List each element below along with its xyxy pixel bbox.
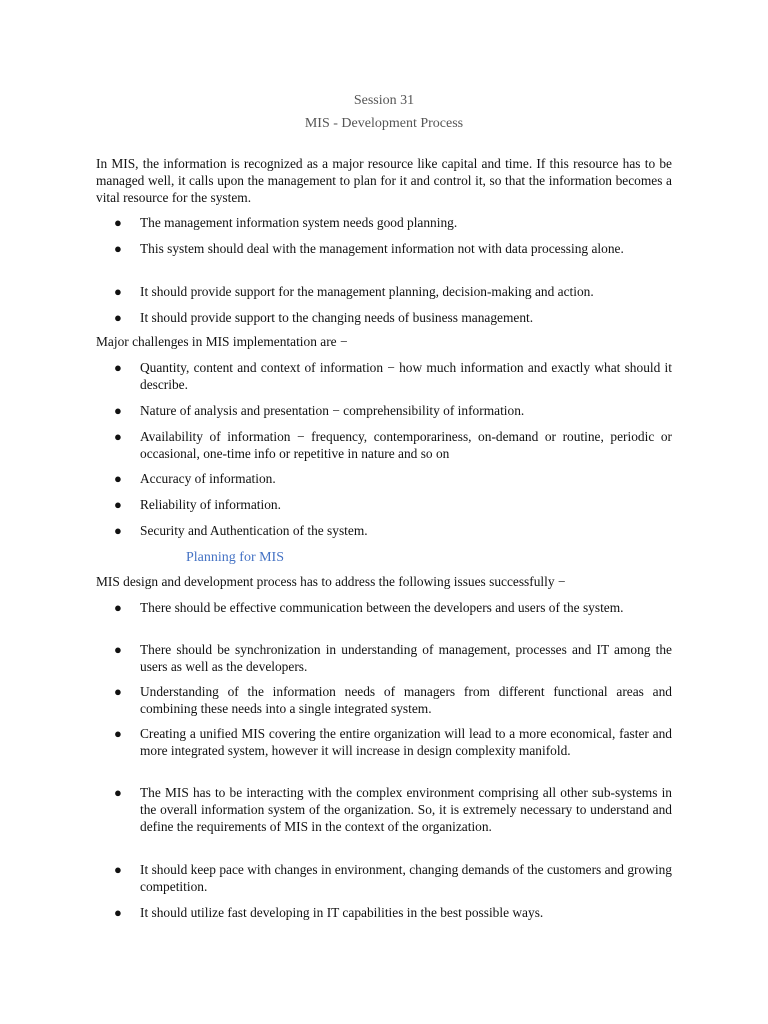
list-item: ● It should provide support to the changing needs of business management. [114,310,534,325]
list-item: ● Reliability of information. [114,497,281,512]
bullet-icon: ● [114,642,122,657]
bullet-icon: ● [114,726,122,741]
bullet-icon: ● [114,241,122,256]
list-item: ● Accuracy of information. [114,471,276,486]
section-heading: Planning for MIS [186,550,284,565]
bullet-icon: ● [114,215,122,230]
session-label: Session 31 [353,93,415,108]
bullet-icon: ● [114,360,122,375]
bullet-icon: ● [114,785,122,800]
bullet-icon: ● [114,684,122,699]
bullet-icon: ● [114,600,122,615]
bullet-icon: ● [114,429,122,444]
list-item: ● There should be effective communication between the developers and users of the system. [114,600,624,615]
list-item: ● Availability of information − frequency, contemporariness, on-demand or routine, periodic or occasional, one-time info or repetitive in nature and so on [114,429,672,461]
bullet-icon: ● [114,310,122,325]
bullet-icon: ● [114,497,122,512]
list-item: ● Understanding of the information needs of managers from different functional areas and combining these needs into a single integrated system. [114,684,672,716]
list-item: ● It should utilize fast developing in IT capabilities in the best possible ways. [114,905,544,920]
list-item: ● Creating a unified MIS covering the entire organization will lead to a more economical, faster and more integrated system, however it will increase in design complexity manifold. [114,726,672,758]
list-item: ● It should keep pace with changes in environment, changing demands of the customers and growing competition. [114,862,672,894]
list-item: ● Security and Authentication of the system. [114,523,368,538]
intro-paragraph: In MIS, the information is recognized as a major resource like capital and time. If this resource has to be managed well, it calls upon the management to plan for it and control it, so that the information becomes a vital resource for the system. [96,156,672,205]
bullet-icon: ● [114,905,122,920]
list-item: ● Nature of analysis and presentation − comprehensibility of information. [114,403,525,418]
page-title: MIS - Development Process [304,116,464,131]
list-item: ● This system should deal with the management information not with data processing alone. [114,241,624,256]
bullet-icon: ● [114,403,122,418]
list-item: ● The management information system needs good planning. [114,215,458,230]
list-item: ● There should be synchronization in understanding of management, processes and IT among the users as well as the developers. [114,642,672,674]
challenges-intro: Major challenges in MIS implementation are − [96,334,348,349]
bullet-icon: ● [114,284,122,299]
design-intro: MIS design and development process has to address the following issues successfully − [96,574,566,589]
bullet-icon: ● [114,523,122,538]
list-item: ● It should provide support for the management planning, decision-making and action. [114,284,594,299]
list-item: ● The MIS has to be interacting with the complex environment comprising all other sub-systems in the overall information system of the organization. So, it is extremely necessary to understand and define the requirements of MIS in the context of the organization. [114,785,672,834]
bullet-icon: ● [114,471,122,486]
list-item: ● Quantity, content and context of information − how much information and exactly what should it describe. [114,360,672,392]
bullet-icon: ● [114,862,122,877]
